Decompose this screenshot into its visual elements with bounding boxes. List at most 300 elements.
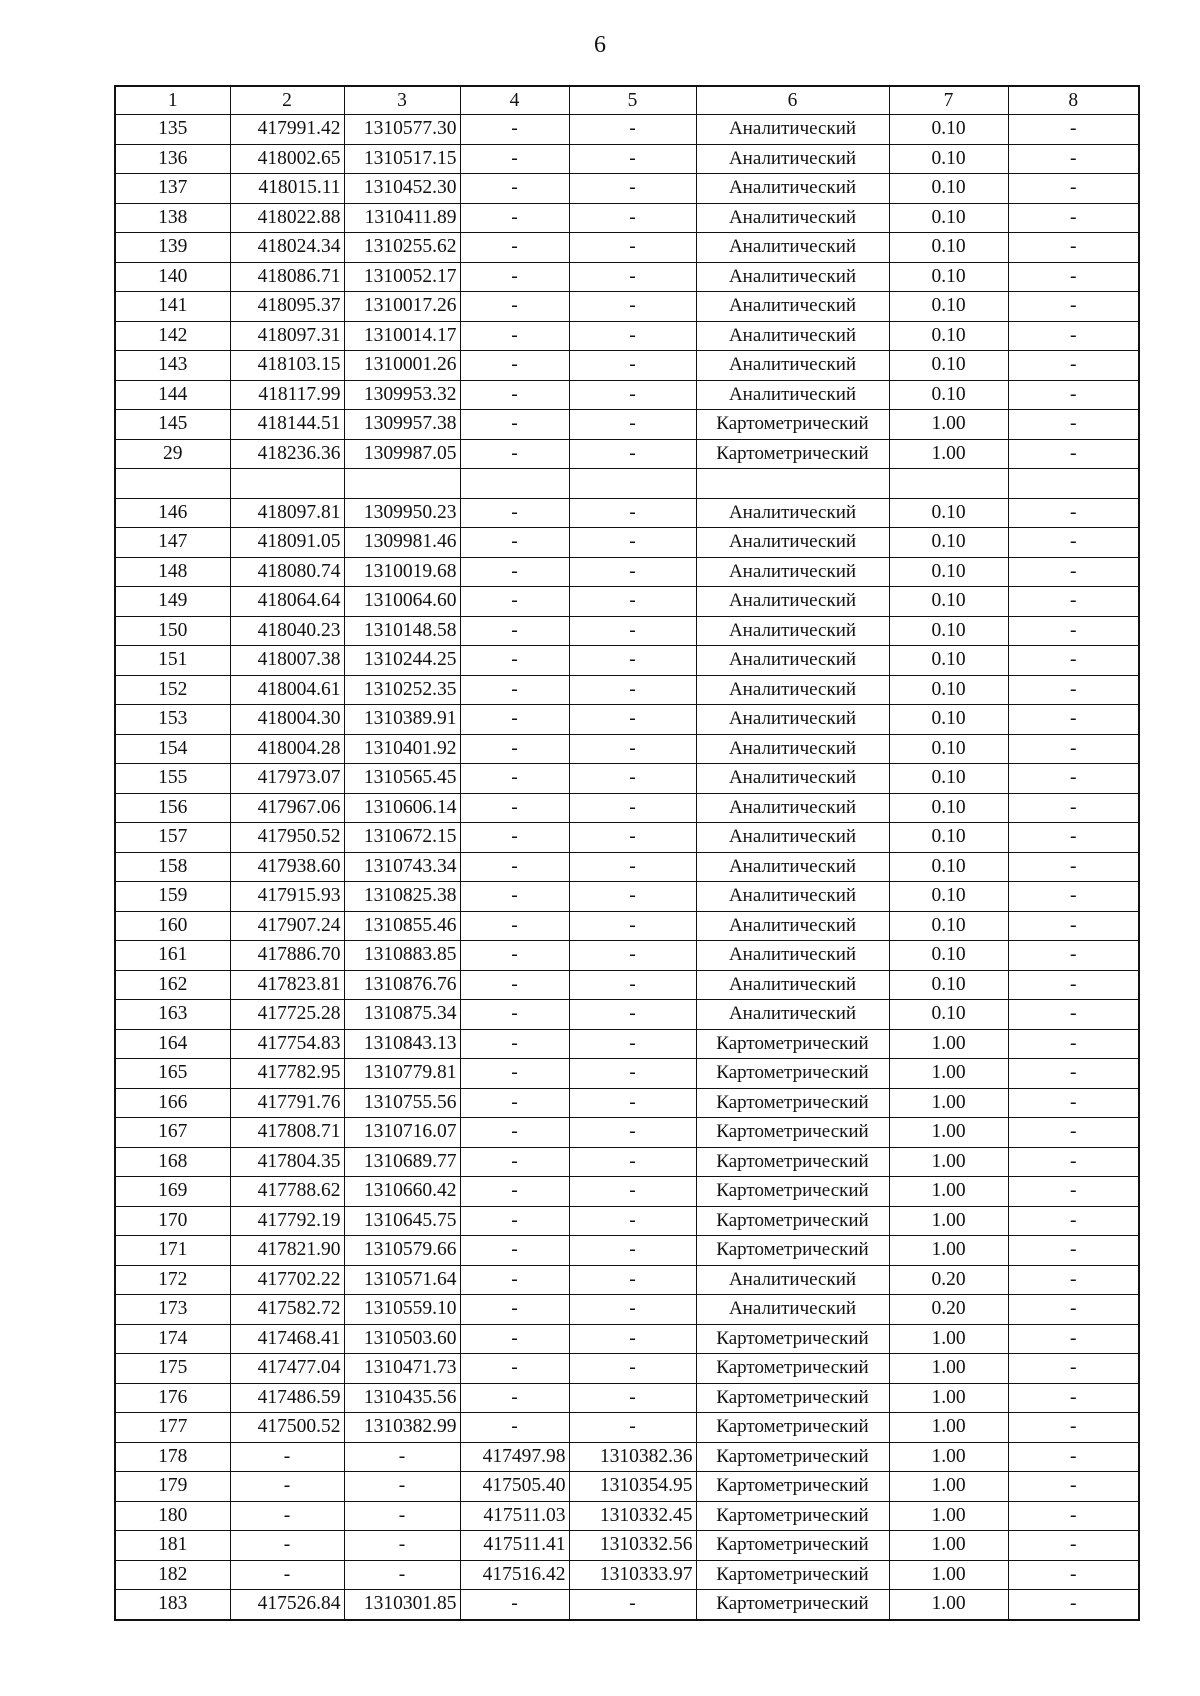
accuracy-cell: 0.10 (889, 587, 1008, 617)
point-number-cell: 177 (115, 1413, 230, 1443)
accuracy-cell: 0.10 (889, 498, 1008, 528)
y-coordinate-cell: 1310017.26 (344, 292, 460, 322)
column-header-3: 3 (344, 86, 460, 115)
x-coordinate-alt-cell: - (460, 1029, 569, 1059)
table-row (115, 174, 1139, 204)
x-coordinate-alt-cell: - (460, 941, 569, 971)
method-cell: Аналитический (696, 203, 889, 233)
method-cell: Аналитический (696, 764, 889, 794)
accuracy-cell: 0.10 (889, 793, 1008, 823)
y-coordinate-alt-cell: - (569, 1590, 696, 1620)
accuracy-cell: 0.10 (889, 233, 1008, 263)
accuracy-cell: 1.00 (889, 1324, 1008, 1354)
x-coordinate-cell: 417973.07 (230, 764, 344, 794)
table-row (115, 587, 1139, 617)
y-coordinate-cell: 1309953.32 (344, 380, 460, 410)
x-coordinate-alt-cell: - (460, 380, 569, 410)
y-coordinate-cell: 1309957.38 (344, 410, 460, 440)
y-coordinate-cell: - (344, 1531, 460, 1561)
note-cell (1008, 469, 1139, 499)
y-coordinate-cell: 1310883.85 (344, 941, 460, 971)
y-coordinate-cell: 1310244.25 (344, 646, 460, 676)
note-cell: - (1008, 1177, 1139, 1207)
point-number-cell: 178 (115, 1442, 230, 1472)
column-header-4: 4 (460, 86, 569, 115)
note-cell: - (1008, 1029, 1139, 1059)
x-coordinate-alt-cell: - (460, 734, 569, 764)
accuracy-cell: 0.10 (889, 616, 1008, 646)
point-number-cell: 143 (115, 351, 230, 381)
y-coordinate-alt-cell: - (569, 380, 696, 410)
note-cell: - (1008, 321, 1139, 351)
accuracy-cell: 0.10 (889, 823, 1008, 853)
x-coordinate-cell: 418095.37 (230, 292, 344, 322)
page-number: 6 (594, 32, 606, 58)
y-coordinate-alt-cell: - (569, 764, 696, 794)
y-coordinate-cell: 1310019.68 (344, 557, 460, 587)
method-cell: Картометрический (696, 1088, 889, 1118)
y-coordinate-cell: 1310435.56 (344, 1383, 460, 1413)
note-cell: - (1008, 646, 1139, 676)
note-cell: - (1008, 115, 1139, 145)
note-cell: - (1008, 1354, 1139, 1384)
point-number-cell: 164 (115, 1029, 230, 1059)
x-coordinate-alt-cell: - (460, 1590, 569, 1620)
coordinates-table (114, 85, 1140, 1621)
table-row (115, 970, 1139, 1000)
y-coordinate-cell: 1310645.75 (344, 1206, 460, 1236)
method-cell: Аналитический (696, 498, 889, 528)
x-coordinate-cell: 417808.71 (230, 1118, 344, 1148)
accuracy-cell: 1.00 (889, 1442, 1008, 1472)
y-coordinate-alt-cell: - (569, 1000, 696, 1030)
x-coordinate-cell: 417477.04 (230, 1354, 344, 1384)
x-coordinate-alt-cell: 417497.98 (460, 1442, 569, 1472)
table-row (115, 675, 1139, 705)
point-number-cell: 157 (115, 823, 230, 853)
point-number-cell: 158 (115, 852, 230, 882)
y-coordinate-cell: 1310825.38 (344, 882, 460, 912)
y-coordinate-cell: 1310411.89 (344, 203, 460, 233)
table-row (115, 1383, 1139, 1413)
method-cell: Аналитический (696, 616, 889, 646)
table-row (115, 764, 1139, 794)
y-coordinate-alt-cell: - (569, 203, 696, 233)
accuracy-cell: 1.00 (889, 1531, 1008, 1561)
x-coordinate-cell: - (230, 1472, 344, 1502)
method-cell: Аналитический (696, 233, 889, 263)
x-coordinate-cell: 417821.90 (230, 1236, 344, 1266)
x-coordinate-cell: 417991.42 (230, 115, 344, 145)
y-coordinate-cell: 1310014.17 (344, 321, 460, 351)
table-body (115, 115, 1139, 1620)
x-coordinate-cell: 417967.06 (230, 793, 344, 823)
method-cell: Аналитический (696, 734, 889, 764)
y-coordinate-alt-cell: - (569, 262, 696, 292)
x-coordinate-cell: 418004.30 (230, 705, 344, 735)
accuracy-cell: 0.10 (889, 174, 1008, 204)
y-coordinate-cell: 1310577.30 (344, 115, 460, 145)
x-coordinate-cell: 417725.28 (230, 1000, 344, 1030)
table-header (115, 86, 1139, 115)
y-coordinate-alt-cell: - (569, 144, 696, 174)
x-coordinate-cell: 417791.76 (230, 1088, 344, 1118)
x-coordinate-cell: 417792.19 (230, 1206, 344, 1236)
note-cell: - (1008, 144, 1139, 174)
method-cell: Картометрический (696, 410, 889, 440)
y-coordinate-cell: - (344, 1472, 460, 1502)
point-number-cell: 29 (115, 439, 230, 469)
x-coordinate-alt-cell: - (460, 1059, 569, 1089)
table-row (115, 1560, 1139, 1590)
y-coordinate-cell: 1310606.14 (344, 793, 460, 823)
accuracy-cell: 1.00 (889, 1590, 1008, 1620)
x-coordinate-cell: 417915.93 (230, 882, 344, 912)
note-cell: - (1008, 203, 1139, 233)
x-coordinate-alt-cell: - (460, 1236, 569, 1266)
note-cell: - (1008, 498, 1139, 528)
accuracy-cell: 1.00 (889, 1501, 1008, 1531)
accuracy-cell: 0.10 (889, 882, 1008, 912)
y-coordinate-alt-cell: - (569, 498, 696, 528)
y-coordinate-alt-cell: - (569, 439, 696, 469)
method-cell: Аналитический (696, 292, 889, 322)
point-number-cell: 159 (115, 882, 230, 912)
table-row (115, 1590, 1139, 1620)
note-cell: - (1008, 233, 1139, 263)
x-coordinate-cell: 418117.99 (230, 380, 344, 410)
point-number-cell: 176 (115, 1383, 230, 1413)
table-row (115, 351, 1139, 381)
x-coordinate-cell: 418144.51 (230, 410, 344, 440)
method-cell: Аналитический (696, 941, 889, 971)
y-coordinate-cell: 1309950.23 (344, 498, 460, 528)
x-coordinate-cell: 417886.70 (230, 941, 344, 971)
x-coordinate-cell: - (230, 1442, 344, 1472)
method-cell: Картометрический (696, 1413, 889, 1443)
column-header-8: 8 (1008, 86, 1139, 115)
table-row (115, 380, 1139, 410)
accuracy-cell: 1.00 (889, 1029, 1008, 1059)
x-coordinate-cell: 417788.62 (230, 1177, 344, 1207)
y-coordinate-cell: - (344, 1560, 460, 1590)
x-coordinate-cell: 418086.71 (230, 262, 344, 292)
accuracy-cell: 0.10 (889, 1000, 1008, 1030)
x-coordinate-alt-cell: - (460, 823, 569, 853)
note-cell: - (1008, 616, 1139, 646)
point-number-cell: 181 (115, 1531, 230, 1561)
point-number-cell: 163 (115, 1000, 230, 1030)
point-number-cell: 149 (115, 587, 230, 617)
y-coordinate-alt-cell: - (569, 734, 696, 764)
x-coordinate-alt-cell: - (460, 587, 569, 617)
table-row (115, 115, 1139, 145)
method-cell: Картометрический (696, 1531, 889, 1561)
point-number-cell: 160 (115, 911, 230, 941)
accuracy-cell (889, 469, 1008, 499)
note-cell: - (1008, 675, 1139, 705)
y-coordinate-alt-cell: - (569, 793, 696, 823)
table-row (115, 1206, 1139, 1236)
point-number-cell: 153 (115, 705, 230, 735)
note-cell: - (1008, 705, 1139, 735)
table-row (115, 144, 1139, 174)
point-number-cell: 147 (115, 528, 230, 558)
table-row (115, 705, 1139, 735)
point-number-cell: 166 (115, 1088, 230, 1118)
table-row (115, 1236, 1139, 1266)
accuracy-cell: 0.10 (889, 705, 1008, 735)
y-coordinate-alt-cell: 1310332.45 (569, 1501, 696, 1531)
point-number-cell: 138 (115, 203, 230, 233)
x-coordinate-alt-cell: - (460, 498, 569, 528)
point-number-cell: 174 (115, 1324, 230, 1354)
point-number-cell: 182 (115, 1560, 230, 1590)
table-row (115, 1442, 1139, 1472)
x-coordinate-cell: 418004.28 (230, 734, 344, 764)
accuracy-cell: 0.10 (889, 321, 1008, 351)
y-coordinate-cell: 1310148.58 (344, 616, 460, 646)
method-cell: Аналитический (696, 174, 889, 204)
y-coordinate-alt-cell: - (569, 646, 696, 676)
method-cell: Картометрический (696, 1590, 889, 1620)
table-row (115, 1147, 1139, 1177)
method-cell: Аналитический (696, 321, 889, 351)
y-coordinate-alt-cell: - (569, 233, 696, 263)
point-number-cell: 142 (115, 321, 230, 351)
note-cell: - (1008, 1206, 1139, 1236)
x-coordinate-alt-cell: - (460, 1147, 569, 1177)
table-row (115, 292, 1139, 322)
point-number-cell: 162 (115, 970, 230, 1000)
y-coordinate-alt-cell: - (569, 616, 696, 646)
note-cell: - (1008, 1560, 1139, 1590)
point-number-cell: 140 (115, 262, 230, 292)
point-number-cell: 146 (115, 498, 230, 528)
note-cell: - (1008, 1118, 1139, 1148)
x-coordinate-alt-cell: - (460, 1265, 569, 1295)
method-cell: Картометрический (696, 1206, 889, 1236)
note-cell: - (1008, 557, 1139, 587)
table-row (115, 1088, 1139, 1118)
point-number-cell: 139 (115, 233, 230, 263)
point-number-cell: 180 (115, 1501, 230, 1531)
method-cell: Аналитический (696, 823, 889, 853)
x-coordinate-alt-cell: - (460, 144, 569, 174)
point-number-cell: 144 (115, 380, 230, 410)
y-coordinate-alt-cell: - (569, 823, 696, 853)
accuracy-cell: 0.10 (889, 970, 1008, 1000)
method-cell: Картометрический (696, 1236, 889, 1266)
y-coordinate-alt-cell: - (569, 1118, 696, 1148)
y-coordinate-alt-cell: 1310354.95 (569, 1472, 696, 1502)
accuracy-cell: 0.10 (889, 203, 1008, 233)
y-coordinate-cell: 1310743.34 (344, 852, 460, 882)
y-coordinate-alt-cell: - (569, 1383, 696, 1413)
y-coordinate-alt-cell: - (569, 911, 696, 941)
x-coordinate-cell: 417582.72 (230, 1295, 344, 1325)
y-coordinate-cell: 1310301.85 (344, 1590, 460, 1620)
x-coordinate-alt-cell: - (460, 882, 569, 912)
note-cell: - (1008, 1531, 1139, 1561)
x-coordinate-alt-cell: - (460, 1088, 569, 1118)
x-coordinate-alt-cell: - (460, 764, 569, 794)
y-coordinate-alt-cell: - (569, 1147, 696, 1177)
note-cell: - (1008, 1147, 1139, 1177)
y-coordinate-alt-cell: 1310332.56 (569, 1531, 696, 1561)
x-coordinate-alt-cell: - (460, 970, 569, 1000)
method-cell: Картометрический (696, 1442, 889, 1472)
y-coordinate-alt-cell: - (569, 557, 696, 587)
y-coordinate-cell: 1310855.46 (344, 911, 460, 941)
method-cell: Картометрический (696, 1147, 889, 1177)
accuracy-cell: 0.10 (889, 852, 1008, 882)
table-row (115, 646, 1139, 676)
point-number-cell: 135 (115, 115, 230, 145)
note-cell: - (1008, 174, 1139, 204)
y-coordinate-cell: - (344, 1442, 460, 1472)
accuracy-cell: 1.00 (889, 1177, 1008, 1207)
table-row (115, 616, 1139, 646)
accuracy-cell: 0.10 (889, 144, 1008, 174)
method-cell: Аналитический (696, 528, 889, 558)
note-cell: - (1008, 1000, 1139, 1030)
y-coordinate-alt-cell: - (569, 882, 696, 912)
x-coordinate-cell: 417938.60 (230, 852, 344, 882)
table-row (115, 793, 1139, 823)
x-coordinate-alt-cell: 417516.42 (460, 1560, 569, 1590)
accuracy-cell: 0.10 (889, 557, 1008, 587)
y-coordinate-cell: 1310255.62 (344, 233, 460, 263)
point-number-cell: 156 (115, 793, 230, 823)
point-number-cell: 141 (115, 292, 230, 322)
point-number-cell: 152 (115, 675, 230, 705)
note-cell: - (1008, 292, 1139, 322)
x-coordinate-alt-cell: - (460, 911, 569, 941)
y-coordinate-alt-cell: - (569, 941, 696, 971)
accuracy-cell: 0.20 (889, 1295, 1008, 1325)
table-row (115, 439, 1139, 469)
y-coordinate-cell: 1310689.77 (344, 1147, 460, 1177)
accuracy-cell: 0.10 (889, 528, 1008, 558)
method-cell: Аналитический (696, 351, 889, 381)
y-coordinate-alt-cell: - (569, 1236, 696, 1266)
y-coordinate-alt-cell: - (569, 1177, 696, 1207)
accuracy-cell: 1.00 (889, 1059, 1008, 1089)
method-cell (696, 469, 889, 499)
y-coordinate-cell: 1310716.07 (344, 1118, 460, 1148)
table-row (115, 1531, 1139, 1561)
x-coordinate-cell: 418004.61 (230, 675, 344, 705)
x-coordinate-cell: - (230, 1560, 344, 1590)
method-cell: Картометрический (696, 1472, 889, 1502)
y-coordinate-alt-cell: - (569, 970, 696, 1000)
method-cell: Аналитический (696, 911, 889, 941)
y-coordinate-cell: 1310876.76 (344, 970, 460, 1000)
note-cell: - (1008, 793, 1139, 823)
x-coordinate-alt-cell: - (460, 1413, 569, 1443)
method-cell: Картометрический (696, 1383, 889, 1413)
x-coordinate-alt-cell: 417511.41 (460, 1531, 569, 1561)
x-coordinate-alt-cell: 417505.40 (460, 1472, 569, 1502)
y-coordinate-alt-cell: 1310333.97 (569, 1560, 696, 1590)
x-coordinate-cell: 417702.22 (230, 1265, 344, 1295)
table-row (115, 941, 1139, 971)
point-number-cell: 169 (115, 1177, 230, 1207)
x-coordinate-cell: - (230, 1531, 344, 1561)
accuracy-cell: 1.00 (889, 1383, 1008, 1413)
y-coordinate-alt-cell: - (569, 1354, 696, 1384)
y-coordinate-cell: 1310517.15 (344, 144, 460, 174)
accuracy-cell: 0.10 (889, 351, 1008, 381)
x-coordinate-cell: 418091.05 (230, 528, 344, 558)
accuracy-cell: 1.00 (889, 1118, 1008, 1148)
accuracy-cell: 1.00 (889, 1354, 1008, 1384)
y-coordinate-alt-cell: - (569, 321, 696, 351)
point-number-cell: 136 (115, 144, 230, 174)
table-row (115, 1324, 1139, 1354)
y-coordinate-alt-cell: - (569, 1295, 696, 1325)
x-coordinate-cell: 418002.65 (230, 144, 344, 174)
table-row (115, 1029, 1139, 1059)
accuracy-cell: 0.10 (889, 764, 1008, 794)
table-row (115, 321, 1139, 351)
x-coordinate-cell: 418007.38 (230, 646, 344, 676)
method-cell: Картометрический (696, 1059, 889, 1089)
method-cell: Аналитический (696, 380, 889, 410)
table-row (115, 1059, 1139, 1089)
x-coordinate-alt-cell: - (460, 616, 569, 646)
table-row (115, 410, 1139, 440)
x-coordinate-cell: 417950.52 (230, 823, 344, 853)
x-coordinate-alt-cell: - (460, 351, 569, 381)
x-coordinate-alt-cell: - (460, 1324, 569, 1354)
method-cell: Аналитический (696, 675, 889, 705)
y-coordinate-alt-cell: - (569, 1324, 696, 1354)
note-cell: - (1008, 823, 1139, 853)
x-coordinate-alt-cell: - (460, 321, 569, 351)
point-number-cell: 183 (115, 1590, 230, 1620)
x-coordinate-cell: 417486.59 (230, 1383, 344, 1413)
y-coordinate-alt-cell: - (569, 675, 696, 705)
x-coordinate-alt-cell: - (460, 1354, 569, 1384)
note-cell: - (1008, 764, 1139, 794)
x-coordinate-alt-cell: - (460, 1383, 569, 1413)
method-cell: Картометрический (696, 1560, 889, 1590)
y-coordinate-alt-cell: - (569, 351, 696, 381)
column-header-2: 2 (230, 86, 344, 115)
accuracy-cell: 1.00 (889, 1472, 1008, 1502)
y-coordinate-cell: 1310565.45 (344, 764, 460, 794)
point-number-cell (115, 469, 230, 499)
accuracy-cell: 1.00 (889, 410, 1008, 440)
method-cell: Аналитический (696, 1265, 889, 1295)
x-coordinate-cell: 418022.88 (230, 203, 344, 233)
y-coordinate-cell: 1310471.73 (344, 1354, 460, 1384)
x-coordinate-cell: 418015.11 (230, 174, 344, 204)
point-number-cell: 170 (115, 1206, 230, 1236)
y-coordinate-cell: 1310559.10 (344, 1295, 460, 1325)
x-coordinate-alt-cell: - (460, 1000, 569, 1030)
method-cell: Аналитический (696, 144, 889, 174)
table-row (115, 911, 1139, 941)
y-coordinate-cell: 1310660.42 (344, 1177, 460, 1207)
note-cell: - (1008, 911, 1139, 941)
x-coordinate-alt-cell: - (460, 646, 569, 676)
table-row (115, 1413, 1139, 1443)
accuracy-cell: 1.00 (889, 1413, 1008, 1443)
y-coordinate-cell: 1310843.13 (344, 1029, 460, 1059)
